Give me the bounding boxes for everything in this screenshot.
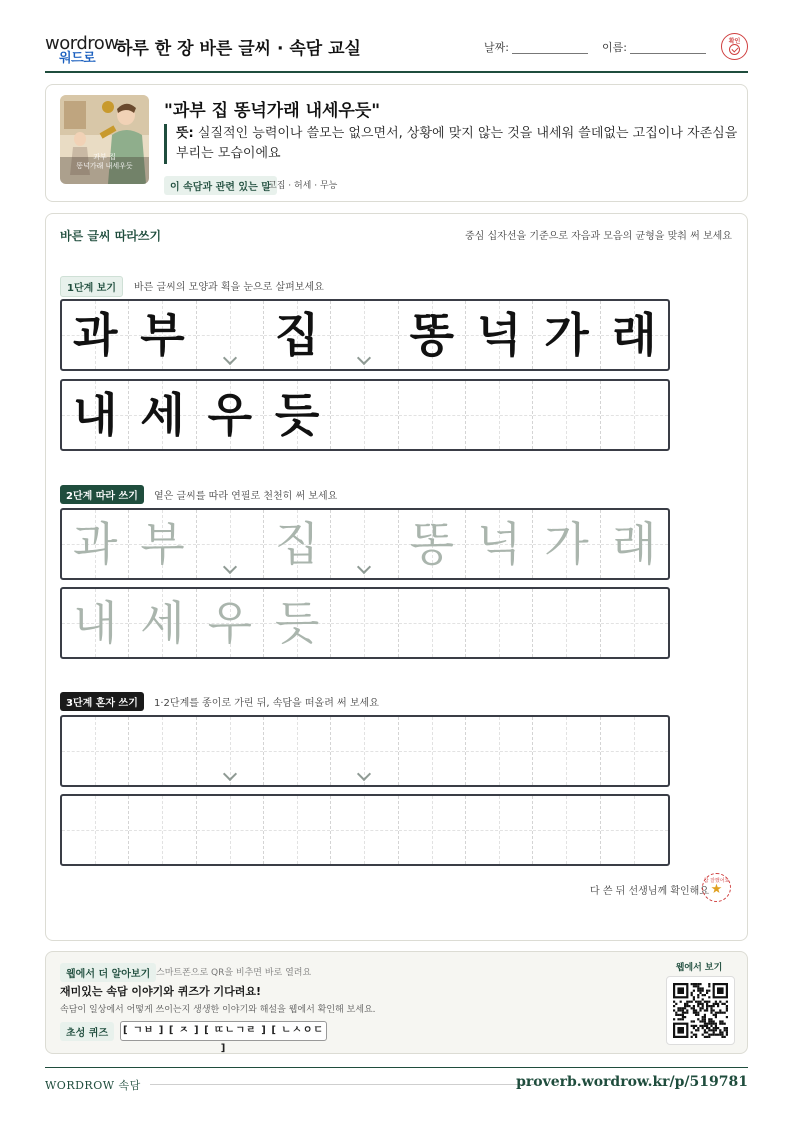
logo-korean: 워드로 (59, 51, 96, 66)
grid-cell[interactable] (466, 510, 533, 578)
grid-cell (62, 381, 129, 449)
praise-stamp (702, 873, 731, 902)
grid-cell[interactable] (197, 796, 264, 864)
qr-label: 웹에서 보기 (675, 963, 723, 973)
step3-hint: 1·2단계를 종이로 가린 뒤, 속담을 떠올려 써 보세요 (154, 698, 379, 709)
grid-cell[interactable] (331, 589, 398, 657)
related-words-tag: 이 속담과 관련 있는 말 (164, 176, 277, 195)
grid-cell[interactable] (466, 589, 533, 657)
grid-char: 똥 (409, 517, 455, 571)
step1-row2 (60, 379, 670, 451)
step1-tag: 1단계 보기 (60, 276, 123, 297)
grid-cell (466, 301, 533, 369)
grid-cell[interactable] (533, 510, 600, 578)
grid-cell[interactable] (399, 589, 466, 657)
logo-text: wordrow (45, 33, 119, 54)
grid-char: 부 (140, 517, 185, 571)
praise-stamp-text: 참 잘했어요 (703, 878, 730, 884)
step3-tag: 3단계 혼자 쓰기 (60, 692, 144, 711)
grid-cell[interactable] (197, 589, 264, 657)
grid-char: 듯 (274, 388, 320, 442)
grid-char (264, 721, 330, 781)
grid-cell (129, 381, 196, 449)
spacing-mark-icon (223, 351, 237, 365)
grid-cell[interactable] (264, 589, 331, 657)
grid-char: 듯 (274, 596, 320, 650)
grid-cell (399, 381, 466, 449)
step3-row2[interactable] (60, 794, 670, 866)
date-label: 날짜: (484, 41, 509, 54)
grid-cell[interactable] (601, 589, 668, 657)
grid-cell[interactable] (601, 510, 668, 578)
grid-char (264, 800, 330, 860)
grid-cell[interactable] (197, 717, 264, 785)
grid-cell[interactable] (533, 717, 600, 785)
grid-cell[interactable] (62, 510, 129, 578)
grid-cell (601, 301, 668, 369)
step3-row1[interactable] (60, 715, 670, 787)
grid-cell (533, 301, 600, 369)
web-tag-hint: 스마트폰으로 QR을 비추면 바로 열려요 (156, 968, 312, 978)
grid-cell (466, 381, 533, 449)
grid-cell[interactable] (129, 717, 196, 785)
name-field[interactable] (630, 53, 706, 54)
grid-char: 내 (72, 388, 118, 442)
grid-char (62, 800, 128, 860)
related-words: 고집 · 허세 · 무능 (268, 181, 338, 191)
step2-tag: 2단계 따라 쓰기 (60, 485, 144, 504)
grid-char: 넉 (476, 517, 522, 571)
grid-cell[interactable] (62, 717, 129, 785)
grid-cell (197, 381, 264, 449)
grid-cell (129, 301, 196, 369)
grid-cell[interactable] (331, 796, 398, 864)
grid-char: 집 (274, 308, 320, 362)
teacher-check-text: 다 쓴 뒤 선생님께 확인해요 (590, 886, 709, 897)
proverb-meaning (164, 124, 742, 164)
grid-cell[interactable] (466, 717, 533, 785)
grid-cell[interactable] (399, 796, 466, 864)
grid-char: 우 (207, 388, 253, 442)
grid-char (466, 721, 532, 781)
grid-cell (399, 301, 466, 369)
practice-title: 바른 글씨 따라쓰기 (60, 229, 162, 243)
grid-cell[interactable] (197, 510, 264, 578)
grid-char: 과 (72, 308, 118, 362)
grid-char: 넉 (476, 308, 522, 362)
grid-char: 부 (140, 308, 185, 362)
spacing-mark-icon (357, 351, 371, 365)
footer-brand: WORDROW 속담 (45, 1079, 141, 1092)
qr-code[interactable] (666, 976, 735, 1045)
web-headline: 재미있는 속담 이야기와 퀴즈가 기다려요! (60, 985, 261, 998)
grid-cell[interactable] (62, 589, 129, 657)
grid-cell (264, 301, 331, 369)
star-icon: ★ (710, 882, 723, 897)
grid-char (601, 721, 668, 781)
grid-cell (331, 301, 398, 369)
grid-char (62, 721, 128, 781)
illustration-caption-line1: 과부 집 (93, 153, 116, 161)
step2-row1[interactable] (60, 508, 670, 580)
grid-char (533, 721, 599, 781)
grid-cell[interactable] (264, 510, 331, 578)
practice-hint: 중심 십자선을 기준으로 자음과 모음의 균형을 맞춰 써 보세요 (465, 231, 732, 242)
web-tag: 웹에서 더 알아보기 (60, 963, 156, 982)
proverb-title: "과부 집 똥넉가래 내세우듯" (164, 101, 381, 121)
grid-char (129, 800, 195, 860)
grid-cell[interactable] (466, 796, 533, 864)
grid-cell (197, 301, 264, 369)
check-icon (729, 44, 740, 55)
grid-cell[interactable] (129, 510, 196, 578)
grid-char: 래 (612, 308, 657, 362)
grid-char: 집 (274, 517, 320, 571)
spacing-mark-icon (223, 560, 237, 574)
grid-cell (533, 381, 600, 449)
confirm-stamp (721, 33, 748, 60)
grid-char (197, 800, 263, 860)
grid-cell[interactable] (533, 589, 600, 657)
grid-cell[interactable] (533, 796, 600, 864)
grid-cell (331, 381, 398, 449)
logo (45, 33, 119, 66)
grid-cell[interactable] (399, 717, 466, 785)
grid-cell[interactable] (264, 796, 331, 864)
grid-cell (601, 381, 668, 449)
footer-divider (45, 1067, 748, 1068)
grid-cell[interactable] (62, 796, 129, 864)
step1-hint: 바른 글씨의 모양과 획을 눈으로 살펴보세요 (134, 282, 324, 293)
grid-cell[interactable] (399, 510, 466, 578)
grid-char (129, 721, 195, 781)
grid-char: 래 (612, 517, 657, 571)
grid-cell[interactable] (331, 510, 398, 578)
step2-row2[interactable] (60, 587, 670, 659)
proverb-illustration (60, 95, 149, 184)
illustration-caption-line2: 똥넉가래 내세우듯 (76, 162, 133, 170)
grid-cell[interactable] (129, 796, 196, 864)
quiz-tag: 초성 퀴즈 (60, 1022, 114, 1041)
spacing-mark-icon (357, 560, 371, 574)
grid-char: 우 (207, 596, 253, 650)
page-title: 하루 한 장 바른 글씨 · 속담 교실 (116, 39, 361, 59)
web-description: 속담이 일상에서 어떻게 쓰이는지 생생한 이야기와 해설을 웹에서 확인해 보세요. (60, 1005, 376, 1015)
confirm-stamp-text: 확인 (728, 38, 741, 45)
date-field[interactable] (512, 53, 588, 54)
chosung-quiz: [ ㄱㅂ ] [ ㅈ ] [ ㄸㄴㄱㄹ ] [ ㄴㅅㅇㄷ ] (120, 1021, 327, 1041)
grid-cell[interactable] (264, 717, 331, 785)
grid-cell (62, 301, 129, 369)
header-divider (45, 71, 748, 73)
grid-char: 세 (140, 388, 185, 442)
grid-char: 과 (72, 517, 118, 571)
step2-hint: 옅은 글씨를 따라 연필로 천천히 써 보세요 (154, 491, 338, 502)
footer-url[interactable]: proverb.wordrow.kr/p/519781 (516, 1074, 748, 1090)
meaning-text: 실질적인 능력이나 쓸모는 없으면서, 상황에 맞지 않는 것을 내세워 쓸데없는 고집이나 자존심을 부리는 모습이에요 (176, 126, 738, 161)
spacing-mark-icon (223, 767, 237, 781)
grid-char: 가 (544, 517, 589, 571)
grid-char: 세 (140, 596, 185, 650)
grid-cell (264, 381, 331, 449)
footer-line (150, 1084, 540, 1085)
grid-cell[interactable] (601, 717, 668, 785)
step1-row1 (60, 299, 670, 371)
grid-cell[interactable] (129, 589, 196, 657)
spacing-mark-icon (357, 767, 371, 781)
grid-char (399, 721, 465, 781)
grid-cell[interactable] (601, 796, 668, 864)
grid-char: 가 (544, 308, 589, 362)
meaning-label: 뜻: (176, 126, 194, 141)
grid-char: 똥 (409, 308, 455, 362)
grid-char: 내 (72, 596, 118, 650)
illustration-caption (60, 153, 149, 171)
name-label: 이름: (602, 41, 627, 54)
grid-cell[interactable] (331, 717, 398, 785)
